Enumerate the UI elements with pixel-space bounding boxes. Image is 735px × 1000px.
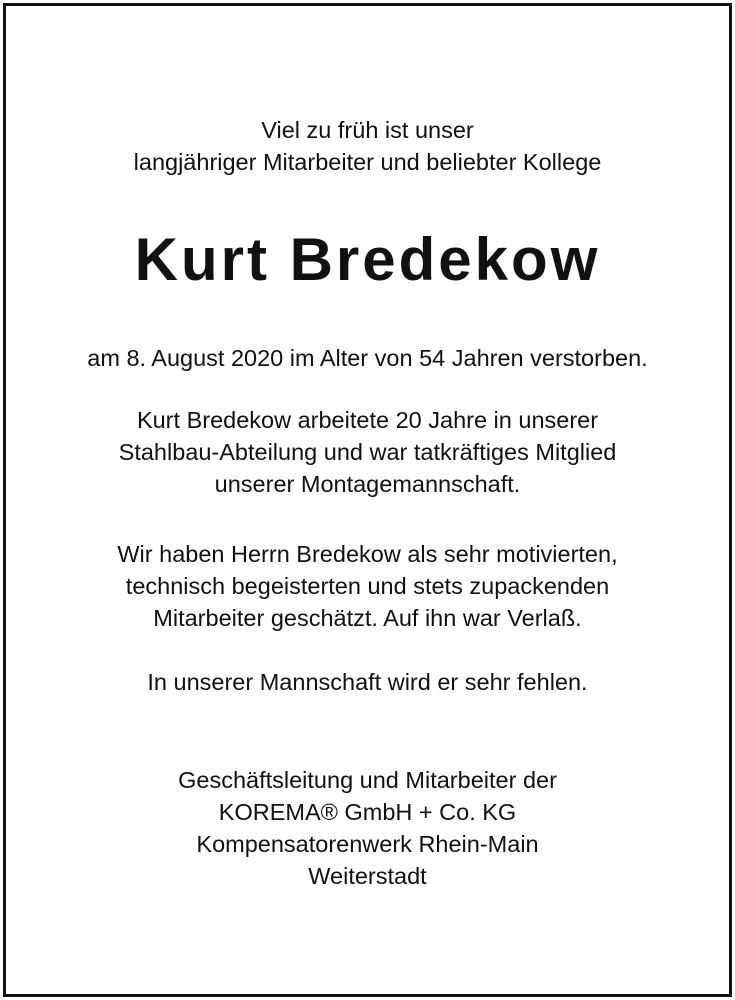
deceased-name: Kurt Bredekow — [134, 226, 601, 293]
notice-border-frame — [3, 3, 732, 997]
paragraph-line: Mitarbeiter geschätzt. Auf ihn war Verlaß. — [153, 605, 582, 631]
paragraph-line: unserer Montagemannschaft. — [214, 471, 521, 497]
intro-text — [6, 114, 729, 178]
signature-line: Geschäftsleitung und Mitarbeiter der — [178, 767, 557, 793]
tribute-paragraph — [6, 538, 729, 634]
career-paragraph — [6, 404, 729, 500]
paragraph-line: technisch begeisterten und stets zupackenden — [125, 573, 610, 599]
signature-line: KOREMA® GmbH + Co. KG — [218, 799, 517, 825]
death-date-line — [6, 342, 729, 374]
signature-block — [6, 764, 729, 892]
paragraph-line: Stahlbau-Abteilung und war tatkräftiges Mitglied — [118, 439, 617, 465]
intro-line: Viel zu früh ist unser — [261, 117, 474, 143]
intro-line: langjähriger Mitarbeiter und beliebter Kollege — [133, 149, 602, 175]
paragraph-line: Kurt Bredekow arbeitete 20 Jahre in unserer — [136, 407, 599, 433]
paragraph-line: Wir haben Herrn Bredekow als sehr motivierten, — [117, 541, 618, 567]
closing-paragraph — [6, 666, 729, 698]
paragraph-line: In unserer Mannschaft wird er sehr fehlen. — [147, 669, 588, 695]
signature-line: Weiterstadt — [308, 863, 427, 889]
signature-line: Kompensatorenwerk Rhein-Main — [196, 831, 539, 857]
death-date-text: am 8. August 2020 im Alter von 54 Jahren verstorben. — [87, 345, 648, 371]
